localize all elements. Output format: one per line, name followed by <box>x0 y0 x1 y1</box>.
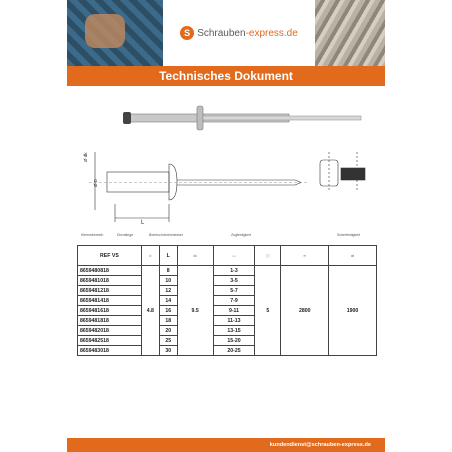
tools-photo <box>67 0 163 66</box>
grip-cell: 1-3 <box>213 266 255 276</box>
table-row: 8659482018 20 13-15 <box>78 326 377 336</box>
table-row: 8659482518 25 15-20 <box>78 336 377 346</box>
legend-mandrel-length: Dornlänge <box>117 233 134 237</box>
legend-shear: Scherfestigkeit <box>337 233 360 237</box>
legend <box>81 230 381 242</box>
logo-badge-icon: S <box>180 26 194 40</box>
col-grip: ▭ <box>213 246 255 266</box>
length-label: L <box>141 220 145 226</box>
length-cell: 8 <box>159 266 177 276</box>
col-tensile: ⇹ <box>281 246 329 266</box>
d-cell: 4.8 <box>141 266 159 356</box>
spec-table <box>77 245 377 356</box>
footer-email[interactable]: kundendienst@schrauben-express.de <box>269 442 371 448</box>
tensile-cell: 2800 <box>281 266 329 356</box>
shear-cell: 1900 <box>329 266 377 356</box>
table-row: 8659481218 12 5-7 <box>78 286 377 296</box>
legend-grip-range: Klemmbereich <box>81 233 104 237</box>
ref-cell: 8659480818 <box>78 266 142 276</box>
diameter-label: Ø D <box>93 178 98 187</box>
screws-photo <box>315 0 385 66</box>
dk-cell: 9.5 <box>177 266 213 356</box>
logo-text: Schrauben-express.de <box>197 27 298 39</box>
brand-logo[interactable] <box>163 0 315 66</box>
col-dk: dk <box>177 246 213 266</box>
col-l: L <box>159 246 177 266</box>
header-banner <box>67 0 385 66</box>
table-row: 8659481018 10 3-5 <box>78 276 377 286</box>
legend-tensile: Zugfestigkeit <box>231 233 251 237</box>
footer-contact[interactable] <box>67 438 385 452</box>
col-ref: REF VS <box>78 246 142 266</box>
table-row: 8659481618 16 9-11 <box>78 306 377 316</box>
document-page <box>67 0 385 452</box>
table-header-row <box>78 246 377 266</box>
legend-hole-diameter: Bohrlochdurchmesser <box>149 233 184 237</box>
table-row: 8659481418 14 7-9 <box>78 296 377 306</box>
rivet-drawing <box>67 92 385 232</box>
col-d: d <box>141 246 159 266</box>
page-title: Technisches Dokument <box>67 66 385 86</box>
hole-cell: 5 <box>255 266 281 356</box>
head-diameter-label: Ø dk <box>83 152 88 162</box>
col-shear: ⇄ <box>329 246 377 266</box>
col-hole: ◫ <box>255 246 281 266</box>
table-row: 8659481818 18 11-13 <box>78 316 377 326</box>
table-row: 8659483018 30 20-25 <box>78 346 377 356</box>
table-row <box>78 266 377 276</box>
